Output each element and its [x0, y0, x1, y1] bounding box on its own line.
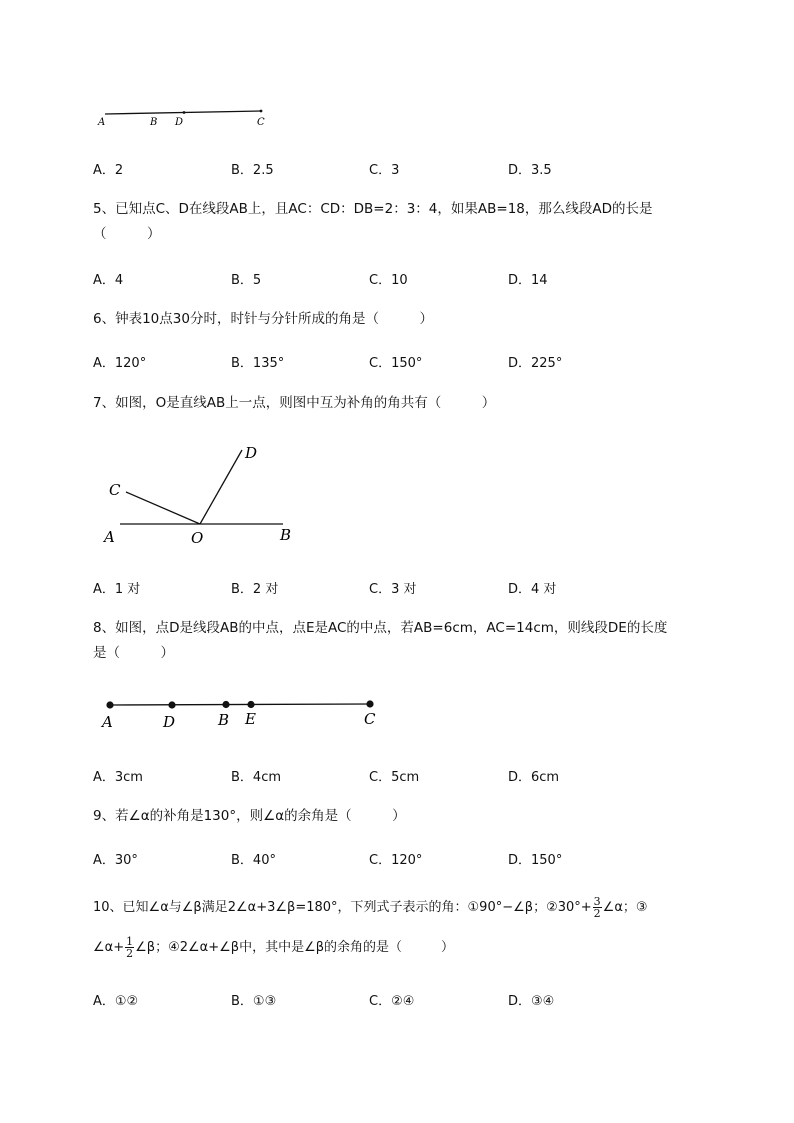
- q8-option-b[interactable]: B．4cm: [231, 770, 282, 785]
- q8-label-d: D: [163, 713, 176, 731]
- q7-option-d[interactable]: D．4 对: [508, 582, 557, 597]
- q4-point-d-dot: [183, 111, 186, 114]
- q7-label-d: D: [245, 444, 258, 462]
- q5-question-line2: （ ）: [93, 226, 161, 242]
- q7-label-o: O: [191, 529, 204, 547]
- q7-option-c[interactable]: C．3 对: [369, 582, 417, 597]
- q5-option-c[interactable]: C．10: [369, 273, 408, 288]
- q6-option-d[interactable]: D．225°: [508, 356, 563, 371]
- q4-option-b[interactable]: B．2.5: [231, 163, 274, 178]
- q7-label-b: B: [280, 526, 292, 544]
- q4-point-c-dot: [260, 110, 263, 113]
- q4-option-d[interactable]: D．3.5: [508, 163, 552, 178]
- q8-point-b-dot: [222, 701, 229, 708]
- q10-line1-text-b: ∠α；③: [602, 900, 648, 915]
- q9-option-c[interactable]: C．120°: [369, 853, 423, 868]
- q8-point-a-dot: [106, 701, 113, 708]
- q8-segment-figure: [96, 694, 386, 734]
- q7-question: 7、如图，O是直线AB上一点，则图中互为补角的角共有（ ）: [93, 395, 496, 411]
- q10-option-d[interactable]: D．③④: [508, 994, 555, 1009]
- q4-option-a[interactable]: A．2: [93, 163, 124, 178]
- q8-option-d[interactable]: D．6cm: [508, 770, 560, 785]
- q10-frac1-numerator: 3: [593, 895, 601, 908]
- q8-option-a[interactable]: A．3cm: [93, 770, 143, 785]
- q8-point-c-dot: [366, 700, 373, 707]
- q8-point-d-dot: [168, 701, 175, 708]
- q7-label-a: A: [104, 528, 115, 546]
- q9-option-b[interactable]: B．40°: [231, 853, 276, 868]
- q8-label-e: E: [245, 710, 256, 728]
- q5-option-b[interactable]: B．5: [231, 273, 262, 288]
- q4-label-d: D: [175, 117, 184, 128]
- q8-label-b: B: [218, 711, 230, 729]
- q6-option-b[interactable]: B．135°: [231, 356, 285, 371]
- q5-option-a[interactable]: A．4: [93, 273, 124, 288]
- q6-question: 6、钟表10点30分时，时针与分针所成的角是（ ）: [93, 311, 433, 327]
- q4-segment-figure: [95, 104, 275, 130]
- q10-question-line2: [93, 935, 454, 961]
- q10-frac2-denominator: 2: [126, 947, 134, 960]
- q7-angle-figure: [100, 440, 310, 550]
- q10-option-a[interactable]: A．①②: [93, 994, 139, 1009]
- q9-option-a[interactable]: A．30°: [93, 853, 138, 868]
- q10-frac2-numerator: 1: [126, 935, 134, 948]
- q6-option-a[interactable]: A．120°: [93, 356, 147, 371]
- q4-label-c: C: [257, 117, 265, 128]
- q8-option-c[interactable]: C．5cm: [369, 770, 420, 785]
- q7-label-c: C: [109, 481, 121, 499]
- q5-option-d[interactable]: D．14: [508, 273, 548, 288]
- q8-label-c: C: [364, 710, 376, 728]
- q7-option-a[interactable]: A．1 对: [93, 582, 141, 597]
- q10-line2-text-a: ∠α+: [93, 940, 125, 955]
- q8-point-e-dot: [247, 701, 254, 708]
- q10-fraction-one-half: [125, 936, 134, 959]
- q10-option-c[interactable]: C．②④: [369, 994, 415, 1009]
- q10-fraction-three-halves: [593, 896, 602, 919]
- q10-line1-text-a: 10、已知∠α与∠β满足2∠α+3∠β=180°，下列式子表示的角：①90°−∠β；②30°+: [93, 900, 592, 915]
- q4-label-b: B: [150, 117, 158, 128]
- q4-label-a: A: [98, 117, 106, 128]
- q8-question-line2: 是（ ）: [93, 645, 174, 661]
- q8-question-line1: 8、如图，点D是线段AB的中点，点E是AC的中点，若AB=6cm，AC=14cm，则线段DE的长度: [93, 620, 668, 636]
- q5-question-line1: 5、已知点C、D在线段AB上，且AC：CD：DB=2：3：4，如果AB=18，那么线段AD的长是: [93, 201, 653, 217]
- q10-question-line1: [93, 895, 648, 921]
- q7-option-b[interactable]: B．2 对: [231, 582, 279, 597]
- q9-option-d[interactable]: D．150°: [508, 853, 563, 868]
- q10-frac1-denominator: 2: [593, 907, 601, 920]
- q4-option-c[interactable]: C．3: [369, 163, 400, 178]
- q10-option-b[interactable]: B．①③: [231, 994, 277, 1009]
- q8-label-a: A: [102, 713, 113, 731]
- q10-line2-text-b: ∠β；④2∠α+∠β中，其中是∠β的余角的是（ ）: [135, 940, 455, 955]
- q6-option-c[interactable]: C．150°: [369, 356, 423, 371]
- q9-question: 9、若∠α的补角是130°，则∠α的余角是（ ）: [93, 808, 406, 824]
